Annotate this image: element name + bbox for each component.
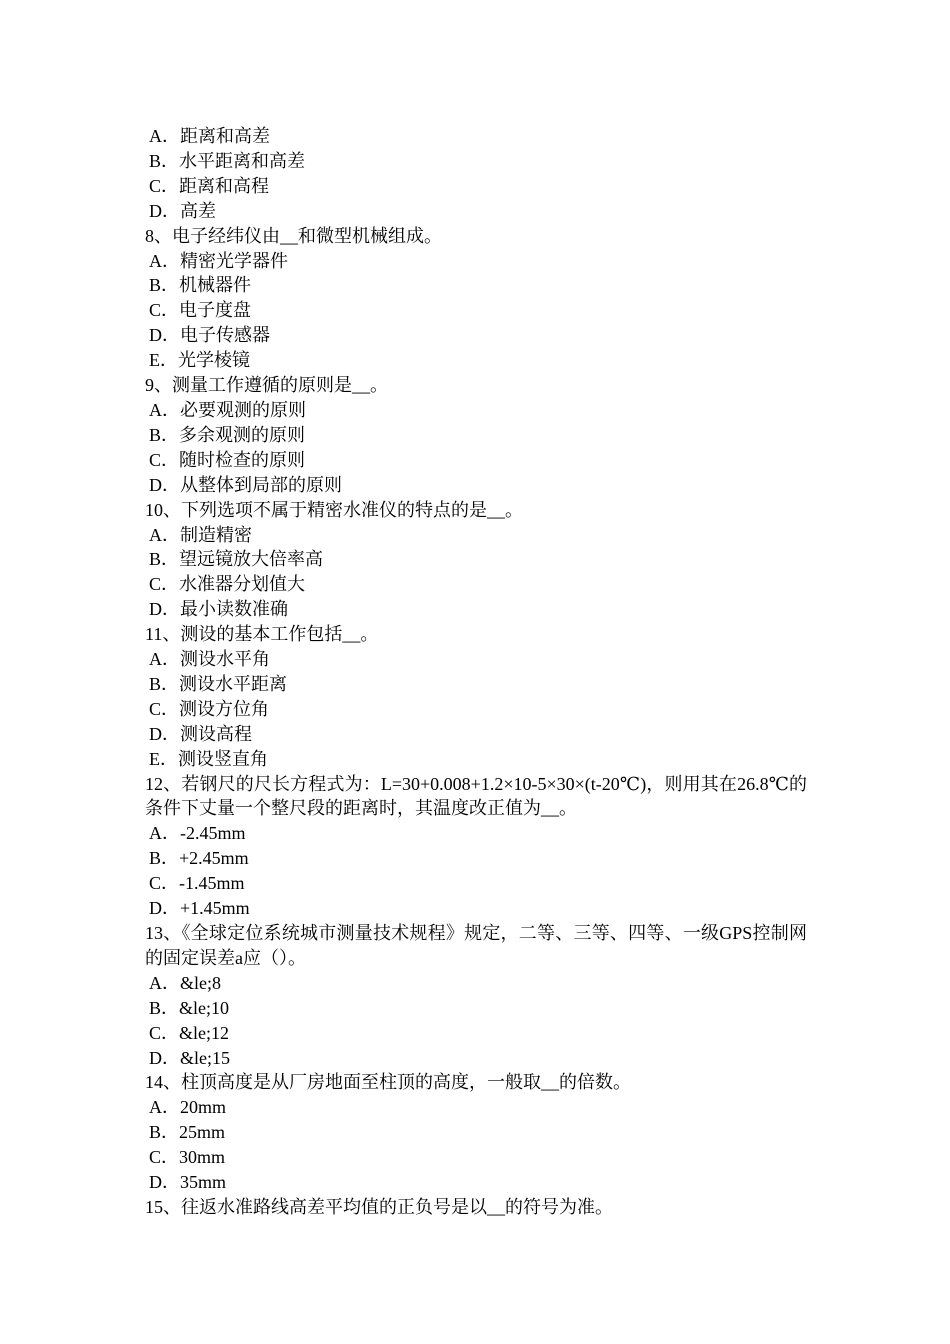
question-13: 13、《全球定位系统城市测量技术规程》规定，二等、三等、四等、一级GPS控制网的固定误差a应（）。 bbox=[145, 923, 807, 968]
option-line: C．测设方位角 bbox=[149, 698, 270, 719]
option-line: B．多余观测的原则 bbox=[149, 424, 306, 445]
option-line: C．水准器分划值大 bbox=[149, 574, 306, 595]
question-14: 14、柱顶高度是从厂房地面至柱顶的高度，一般取__的倍数。 bbox=[145, 1072, 631, 1093]
option-line: B．测设水平距离 bbox=[149, 673, 288, 694]
question-11: 11、测设的基本工作包括__。 bbox=[145, 624, 379, 645]
option-line: C．&le;12 bbox=[149, 1022, 229, 1043]
option-line: B．25mm bbox=[149, 1122, 226, 1143]
option-line: C．30mm bbox=[149, 1147, 226, 1168]
option-line: B．&le;10 bbox=[149, 997, 229, 1018]
option-line: A．精密光学器件 bbox=[149, 250, 288, 271]
question-10: 10、下列选项不属于精密水准仪的特点的是__。 bbox=[145, 499, 523, 520]
option-line: D．35mm bbox=[149, 1172, 227, 1193]
option-line: C．距离和高程 bbox=[149, 175, 270, 196]
option-line: C．随时检查的原则 bbox=[149, 449, 306, 470]
question-15: 15、往返水准路线高差平均值的正负号是以__的符号为准。 bbox=[145, 1196, 613, 1217]
option-line: D．+1.45mm bbox=[149, 898, 250, 919]
question-12: 12、若钢尺的尺长方程式为：L=30+0.008+1.2×10-5×30×(t-20℃)，则用其在26.8℃的条件下丈量一个整尺段的距离时，其温度改正值为__。 bbox=[145, 773, 807, 819]
option-line: A．&le;8 bbox=[149, 972, 221, 993]
option-line: A．20mm bbox=[149, 1097, 227, 1118]
option-line: D．电子传感器 bbox=[149, 325, 270, 346]
option-line: E．测设竖直角 bbox=[149, 748, 268, 769]
option-line: D．从整体到局部的原则 bbox=[149, 474, 342, 495]
option-line: A．-2.45mm bbox=[149, 823, 246, 844]
question-list bbox=[145, 124, 807, 1220]
option-line: A．测设水平角 bbox=[149, 649, 270, 670]
option-line: B．机械器件 bbox=[149, 275, 252, 296]
question-8: 8、电子经纬仪由__和微型机械组成。 bbox=[145, 225, 442, 246]
question-9: 9、测量工作遵循的原则是__。 bbox=[145, 375, 388, 396]
option-line: D．测设高程 bbox=[149, 723, 252, 744]
option-line: A．必要观测的原则 bbox=[149, 399, 306, 420]
option-line: B．+2.45mm bbox=[149, 848, 249, 869]
option-line: D．高差 bbox=[149, 200, 216, 221]
option-line: C．-1.45mm bbox=[149, 873, 245, 894]
option-line: C．电子度盘 bbox=[149, 300, 252, 321]
option-line: D．&le;15 bbox=[149, 1047, 230, 1068]
option-line: A．制造精密 bbox=[149, 524, 252, 545]
option-line: B．望远镜放大倍率高 bbox=[149, 549, 324, 570]
option-line: A．距离和高差 bbox=[149, 126, 270, 146]
option-line: D．最小读数准确 bbox=[149, 599, 288, 620]
option-line: B．水平距离和高差 bbox=[149, 150, 306, 171]
option-line: E．光学棱镜 bbox=[149, 350, 250, 371]
